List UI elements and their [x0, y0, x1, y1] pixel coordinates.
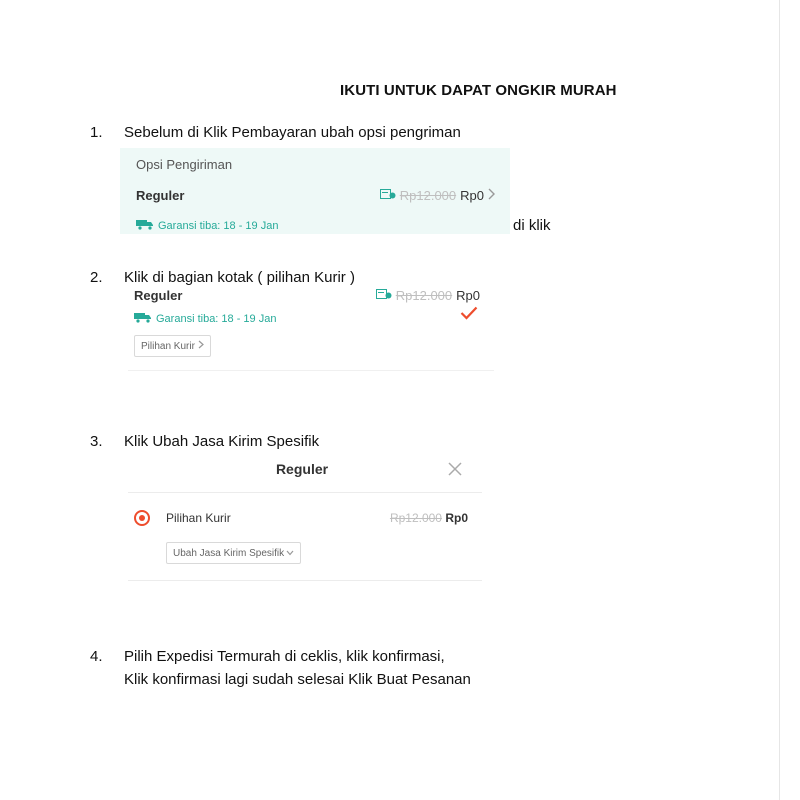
truck-icon [134, 312, 152, 326]
guarantee-text: Garansi tiba: 18 - 19 Jan [156, 313, 277, 325]
shipping-options-heading: Opsi Pengiriman [136, 157, 233, 172]
old-price: Rp12.000 [395, 288, 453, 303]
check-icon [460, 306, 478, 325]
old-price: Rp12.000 [399, 188, 457, 203]
step-1-number: 1. [90, 124, 103, 141]
chevron-down-icon [286, 548, 294, 559]
change-courier-label: Ubah Jasa Kirim Spesifik [173, 547, 285, 559]
guarantee-text: Garansi tiba: 18 - 19 Jan [158, 220, 279, 232]
shipping-price [376, 288, 480, 303]
new-price: Rp0 [445, 511, 468, 525]
chevron-right-icon [198, 340, 204, 352]
step-2-number: 2. [90, 269, 103, 286]
radio-selected[interactable] [134, 510, 150, 526]
truck-icon [136, 219, 154, 233]
divider [128, 492, 482, 493]
change-courier-button[interactable] [166, 542, 301, 564]
chevron-right-icon [488, 188, 496, 203]
page-title: IKUTI UNTUK DAPAT ONGKIR MURAH [340, 82, 617, 99]
courier-choice-button[interactable] [134, 335, 211, 357]
guarantee-row [134, 312, 276, 326]
page-edge [779, 0, 780, 800]
courier-option-label: Pilihan Kurir [166, 511, 231, 525]
voucher-icon [380, 188, 396, 203]
step-1-text: Sebelum di Klik Pembayaran ubah opsi pengriman [124, 124, 461, 141]
step-4-text [124, 645, 471, 691]
sheet-title: Reguler [275, 461, 329, 477]
step-3-number: 3. [90, 433, 103, 450]
step-4-number: 4. [90, 648, 103, 665]
new-price: Rp0 [456, 288, 480, 303]
step-1-suffix: di klik [513, 217, 551, 234]
courier-selection-sheet [122, 454, 482, 582]
courier-choice-label: Pilihan Kurir [141, 340, 195, 352]
shipping-price [390, 511, 468, 525]
old-price: Rp12.000 [389, 511, 442, 525]
new-price: Rp0 [460, 188, 484, 203]
step-2-text: Klik di bagian kotak ( pilihan Kurir ) [124, 269, 355, 286]
shipping-price [380, 188, 496, 203]
shipping-options-card[interactable] [120, 148, 510, 234]
step-4-line-2: Klik konfirmasi lagi sudah selesai Klik Buat Pesanan [124, 671, 471, 688]
step-3-text: Klik Ubah Jasa Kirim Spesifik [124, 433, 320, 450]
close-icon[interactable] [448, 462, 462, 481]
step-4-line-1: Pilih Expedisi Termurah di ceklis, klik konfirmasi, [124, 648, 445, 665]
shipping-option-name: Reguler [134, 288, 183, 303]
voucher-icon [376, 288, 392, 303]
divider [128, 580, 482, 581]
shipping-option-name: Reguler [136, 188, 185, 203]
guarantee-row [136, 219, 278, 233]
courier-option-card[interactable] [128, 286, 494, 371]
